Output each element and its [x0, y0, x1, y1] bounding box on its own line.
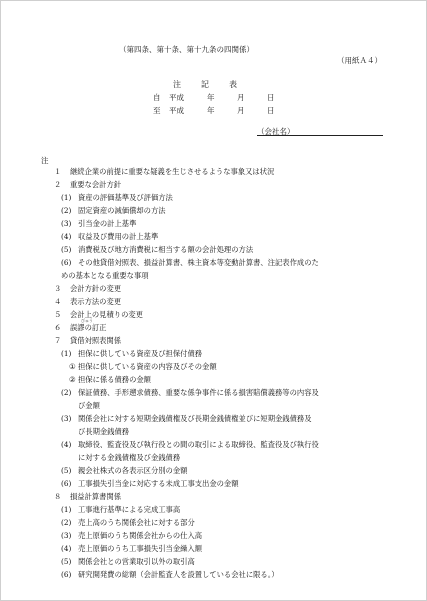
list-item: 資産の評価基準及び評価方法	[78, 193, 173, 202]
list-item-number: (5)	[61, 245, 72, 254]
list-item-number: (6)	[61, 570, 72, 579]
list-item-continuation: び金額	[78, 401, 100, 410]
list-item-number: (1)	[61, 349, 72, 358]
list-item-number: (4)	[61, 440, 72, 449]
period-to-year: 年	[207, 106, 215, 115]
list-item: 親会社株式の各表示区分別の金額	[78, 466, 188, 475]
list-item-number: (1)	[61, 193, 72, 202]
list-item: 会計方針の変更	[70, 284, 122, 293]
period-from-label: 自	[153, 93, 161, 102]
list-item: 売上高のうち関係会社に対する部分	[78, 518, 195, 527]
list-item: 関係会社との営業取引以外の取引高	[78, 557, 195, 566]
list-item-number: ４	[54, 297, 62, 306]
list-item-number: ７	[54, 336, 62, 345]
list-item: 取締役、監査役及び執行役との間の取引による取締役、監査役及び執行役	[78, 440, 319, 449]
list-item: 保証債務、手形遡求債務、重要な係争事件に係る損害賠償義務等の内容及	[78, 388, 319, 397]
period-from-day: 日	[267, 93, 275, 102]
list-item: 貸借対照表関係	[70, 336, 122, 345]
list-item: 担保に係る債務の金額	[78, 375, 151, 384]
list-item-number: ６	[54, 323, 62, 332]
period-to-era: 平成	[169, 106, 184, 115]
list-item: 会計上の見積りの変更	[70, 310, 143, 319]
list-item-number: (6)	[61, 479, 72, 488]
list-item: 売上原価のうち関係会社からの仕入高	[78, 531, 203, 540]
list-item: 工事損失引当金に対応する未成工事支出金の金額	[78, 479, 239, 488]
list-item: 売上原価のうち工事損失引当金繰入額	[78, 544, 203, 553]
period-to-month: 月	[237, 106, 245, 115]
list-item-number: １	[54, 167, 62, 176]
ruby-annotation: びゅう	[81, 318, 93, 323]
period-from-era: 平成	[169, 93, 184, 102]
period-from-month: 月	[237, 93, 245, 102]
period-to-day: 日	[267, 106, 275, 115]
list-item: 固定資産の減価償却の方法	[78, 206, 166, 215]
list-item: 関係会社に対する短期金銭債権及び長期金銭債権並びに短期金銭債務及	[78, 414, 312, 423]
list-item-number: (4)	[61, 544, 72, 553]
list-item-number: (2)	[61, 206, 72, 215]
list-item: 担保に供している資産及び担保付債務	[78, 349, 203, 358]
list-item-number: (3)	[61, 414, 72, 423]
list-item-number: ②	[69, 375, 76, 384]
list-item-number: (2)	[61, 388, 72, 397]
articles-reference: （第四条、第十条、第十九条の四関係）	[119, 45, 254, 54]
list-item-number: ３	[54, 284, 62, 293]
list-item: 工事進行基準による完成工事高	[78, 505, 181, 514]
list-item-continuation: び長期金銭債務	[78, 427, 130, 436]
company-name: （会社名）	[257, 127, 295, 136]
list-item: その他貸借対照表、損益計算書、株主資本等変動計算書、注記表作成のた	[78, 258, 319, 267]
list-item-number: ①	[69, 362, 76, 371]
company-underline	[257, 135, 383, 136]
list-item: 担保に供している資産の内容及びその金額	[78, 362, 217, 371]
period-from-year: 年	[207, 93, 215, 102]
list-item-number: (6)	[61, 258, 72, 267]
list-item-number: (5)	[61, 557, 72, 566]
list-item: 引当金の計上基準	[78, 219, 137, 228]
list-item-number: (4)	[61, 232, 72, 241]
list-item: 表示方法の変更	[70, 297, 122, 306]
list-item: 消費税及び地方消費税に相当する額の会計処理の方法	[78, 245, 254, 254]
list-item-continuation: に対する金銭債権及び金銭債務	[78, 453, 181, 462]
list-item-number: (1)	[61, 505, 72, 514]
list-item-number: (2)	[61, 518, 72, 527]
list-item: 重要な会計方針	[70, 180, 122, 189]
form-size: （用紙Ａ４）	[337, 56, 382, 65]
list-item: 継続企業の前提に重要な疑義を生じさせるような事象又は状況	[70, 167, 275, 176]
list-item: 研究開発費の総額（会計監査人を設置している会社に限る。）	[78, 570, 279, 579]
list-item-number: ５	[54, 310, 62, 319]
list-item-number: (3)	[61, 531, 72, 540]
list-item: 収益及び費用の計上基準	[78, 232, 159, 241]
list-item: 誤謬の訂正	[70, 323, 107, 332]
page-title: 注 記 表	[173, 80, 243, 89]
list-item: 損益計算書関係	[70, 492, 122, 501]
notes-label: 注	[41, 156, 49, 165]
period-to-label: 至	[153, 106, 161, 115]
list-item-number: ２	[54, 180, 62, 189]
list-item-number: ８	[54, 492, 62, 501]
list-item-number: (5)	[61, 466, 72, 475]
list-item-continuation: めの基本となる重要な事項	[61, 271, 149, 280]
list-item-number: (3)	[61, 219, 72, 228]
